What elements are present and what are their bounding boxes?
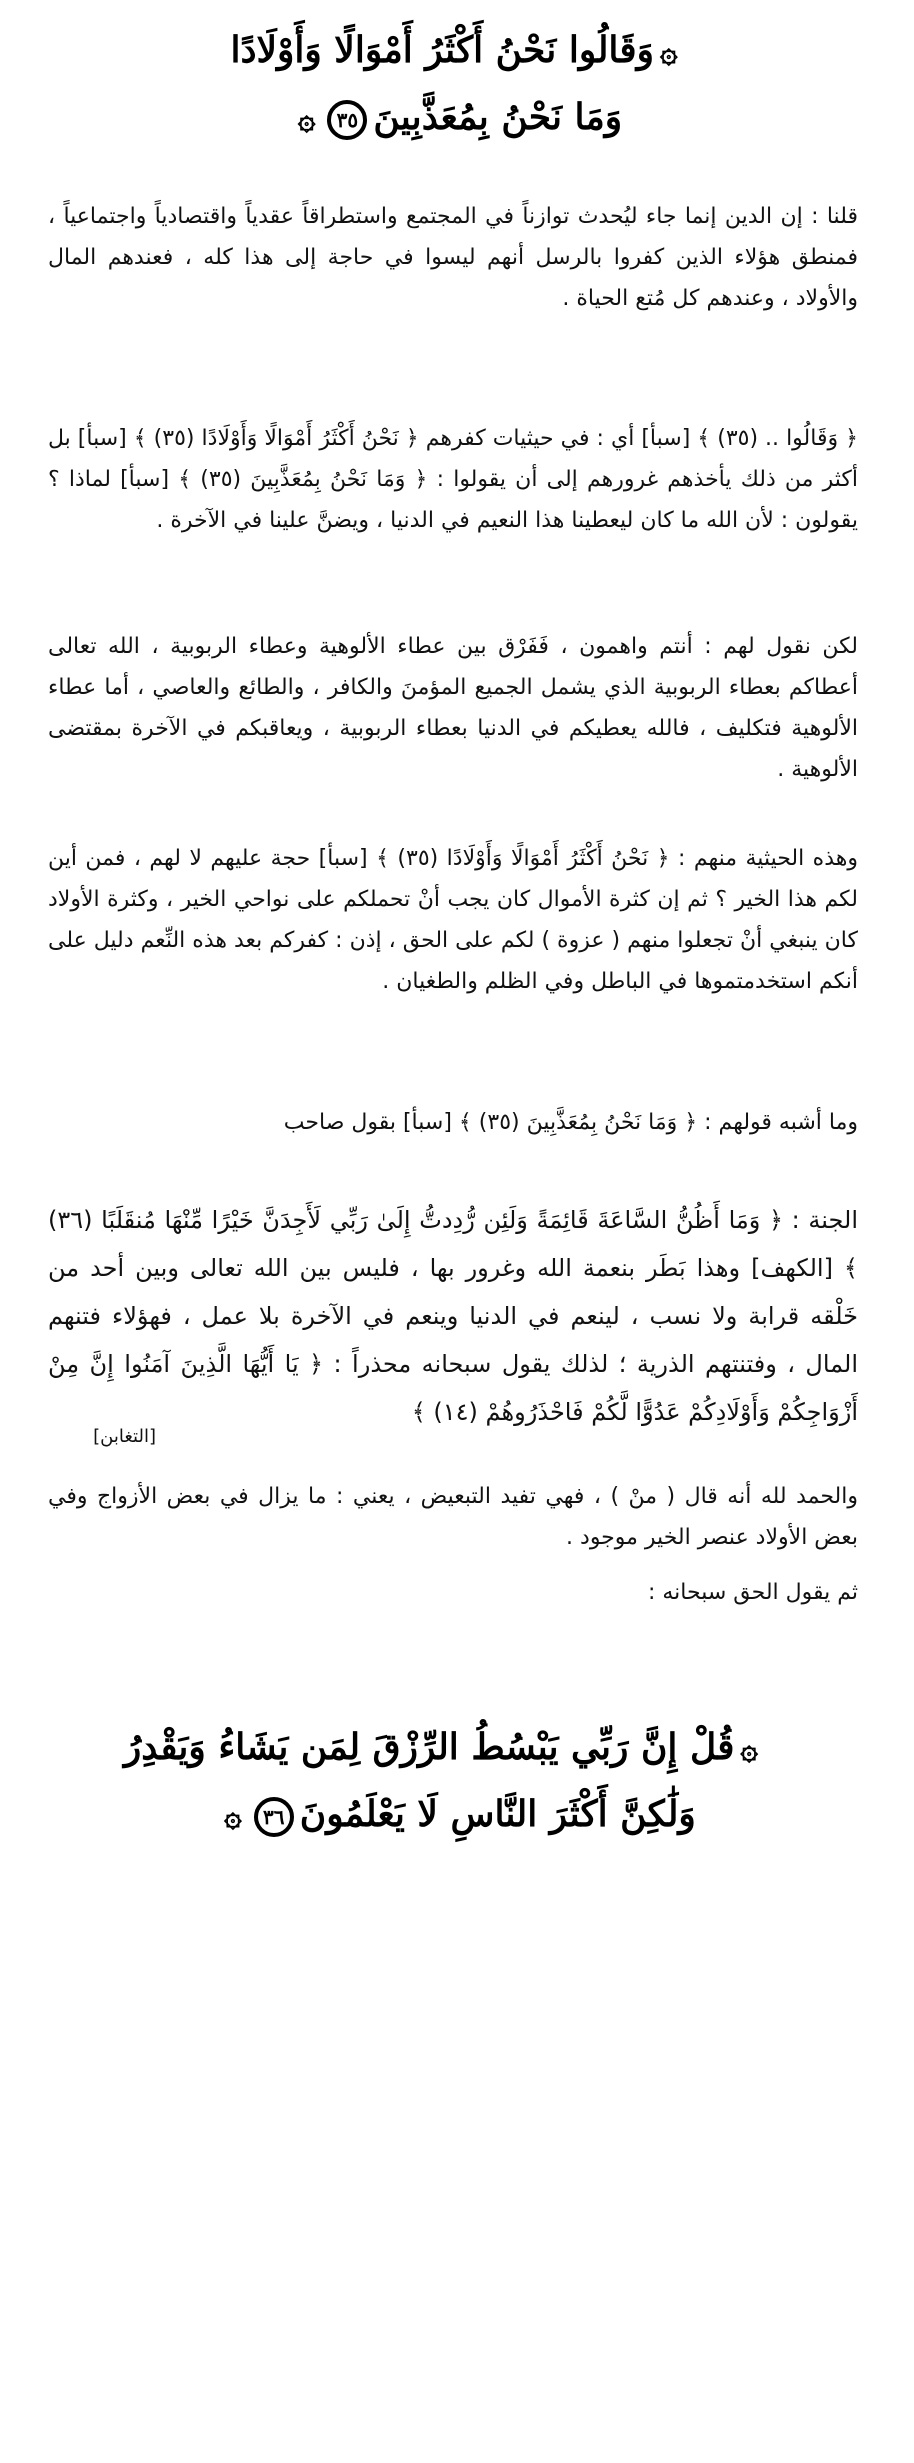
paragraph-2: ﴿ وَقَالُوا .. (٣٥) ﴾ [سبأ] أي : في حيثيات كفرهم ﴿ نَحْنُ أَكْثَرُ أَمْوَالًا وَأَوْلَادًا (٣٥) ﴾ [سبأ] بل أكثر من ذلك يأخذهم غرورهم إلى أن يقولوا : ﴿ وَمَا نَحْنُ بِمُعَذَّبِينَ (٣٥) ﴾ [سبأ] لماذا ؟ يقولون : لأن الله ما كان ليعطينا هذا النعيم في الدنيا ، ويضنَّ علينا في الآخرة .	[48, 426, 859, 533]
verse-bottom-text-1: قُلْ إِنَّ رَبِّي يَبْسُطُ الرِّزْقَ لِمَن يَشَاءُ وَيَقْدِرُ	[123, 1726, 735, 1768]
ayah-number-badge: ٣٥	[327, 100, 367, 140]
paragraph-1: قلنا : إن الدين إنما جاء ليُحدث توازناً في المجتمع واستطراقاً عقدياً واقتصادياً واجتماعياً ، فمنطق هؤلاء الذين كفروا بالرسل أنهم ليسوا في حاجة إلى هذا كله ، فعندهم المال والأولاد ، وعندهم كل مُتع الحياة .	[48, 204, 858, 311]
paragraph-4: وهذه الحيثية منهم : ﴿ نَحْنُ أَكْثَرُ أَمْوَالًا وَأَوْلَادًا (٣٥) ﴾ [سبأ] حجة عليهم لا لهم ، فمن أين لكم هذا الخير ؟ ثم إن كثرة الأموال كان يجب أنْ تحملكم على نواحي الخير ، وكثرة الأولاد كان ينبغي أنْ تجعلوا منهم ( عزوة ) لكم على الحق ، إذن : كفركم بعد هذه النِّعم دليل على أنكم استخدمتموها في الباطل وفي الظلم والطغيان .	[48, 846, 858, 994]
paragraph-7: والحمد لله أنه قال ( منْ ) ، فهي تفيد التبعيض ، يعني : ما يزال في بعض الأزواج وفي بعض الأولاد عنصر الخير موجود .	[48, 1484, 858, 1550]
surah-reference: [التغابن]	[93, 1426, 156, 1447]
verse-ornament-icon: ۞	[659, 35, 678, 70]
verse-ornament-icon: ۞	[224, 1799, 242, 1834]
verse-bottom-line-1	[123, 1715, 764, 1782]
paragraph-3: لكن نقول لهم : أنتم واهمون ، فَفَرْق بين عطاء الألوهية وعطاء الربوبية ، الله تعالى أعطاكم بعطاء الربوبية الذي يشمل الجميع المؤمنَ والكافر ، والطائع والعاصي ، أما عطاء الألوهية فتكليف ، فالله يعطيكم في الدنيا بعطاء الربوبية ، ويعاقبكم في الآخرة بمقتضى الألوهية .	[48, 634, 858, 782]
verse-ornament-icon: ۞	[297, 102, 316, 137]
verse-top-line-2	[150, 85, 764, 152]
paragraph-6: الجنة : ﴿ وَمَا أَظُنُّ السَّاعَةَ قَائِمَةً وَلَئِن رُّدِدتُّ إِلَىٰ رَبِّي لَأَجِدَنَّ خَيْرًا مِّنْهَا مُنقَلَبًا (٣٦) ﴾ [الكهف] وهذا بَطَر بنعمة الله وغرور بها ، فليس بين الله تعالى وبين أحد من خَلْقه قرابة ولا نسب ، لينعم في الدنيا وينعم في الآخرة بلا عمل ، فهؤلاء فتنهم المال ، وفتنتهم الذرية ؛ لذلك يقول سبحانه محذراً : ﴿ يَا أَيُّهَا الَّذِينَ آمَنُوا إِنَّ مِنْ أَزْوَاجِكُمْ وَأَوْلَادِكُمْ عَدُوًّا لَّكُمْ فَاحْذَرُوهُمْ (١٤) ﴾	[48, 1206, 858, 1426]
verse-top-line-1	[150, 18, 764, 85]
verse-bottom-text-2: وَلَٰكِنَّ أَكْثَرَ النَّاسِ لَا يَعْلَمُونَ	[299, 1793, 696, 1835]
paragraph-8: ثم يقول الحق سبحانه :	[647, 1580, 858, 1605]
verse-top-text-1: وَقَالُوا نَحْنُ أَكْثَرُ أَمْوَالًا وَأَوْلَادًا	[230, 29, 654, 71]
verse-ornament-icon: ۞	[740, 1732, 758, 1767]
paragraph-5: وما أشبه قولهم : ﴿ وَمَا نَحْنُ بِمُعَذَّبِينَ (٣٥) ﴾ [سبأ] بقول صاحب	[283, 1110, 858, 1135]
quran-verse-top	[150, 18, 764, 152]
ayah-number-badge: ٣٦	[254, 1797, 294, 1837]
verse-top-text-2: وَمَا نَحْنُ بِمُعَذَّبِينَ	[373, 96, 623, 138]
quran-verse-bottom	[123, 1715, 764, 1849]
verse-bottom-line-2	[150, 1782, 764, 1849]
